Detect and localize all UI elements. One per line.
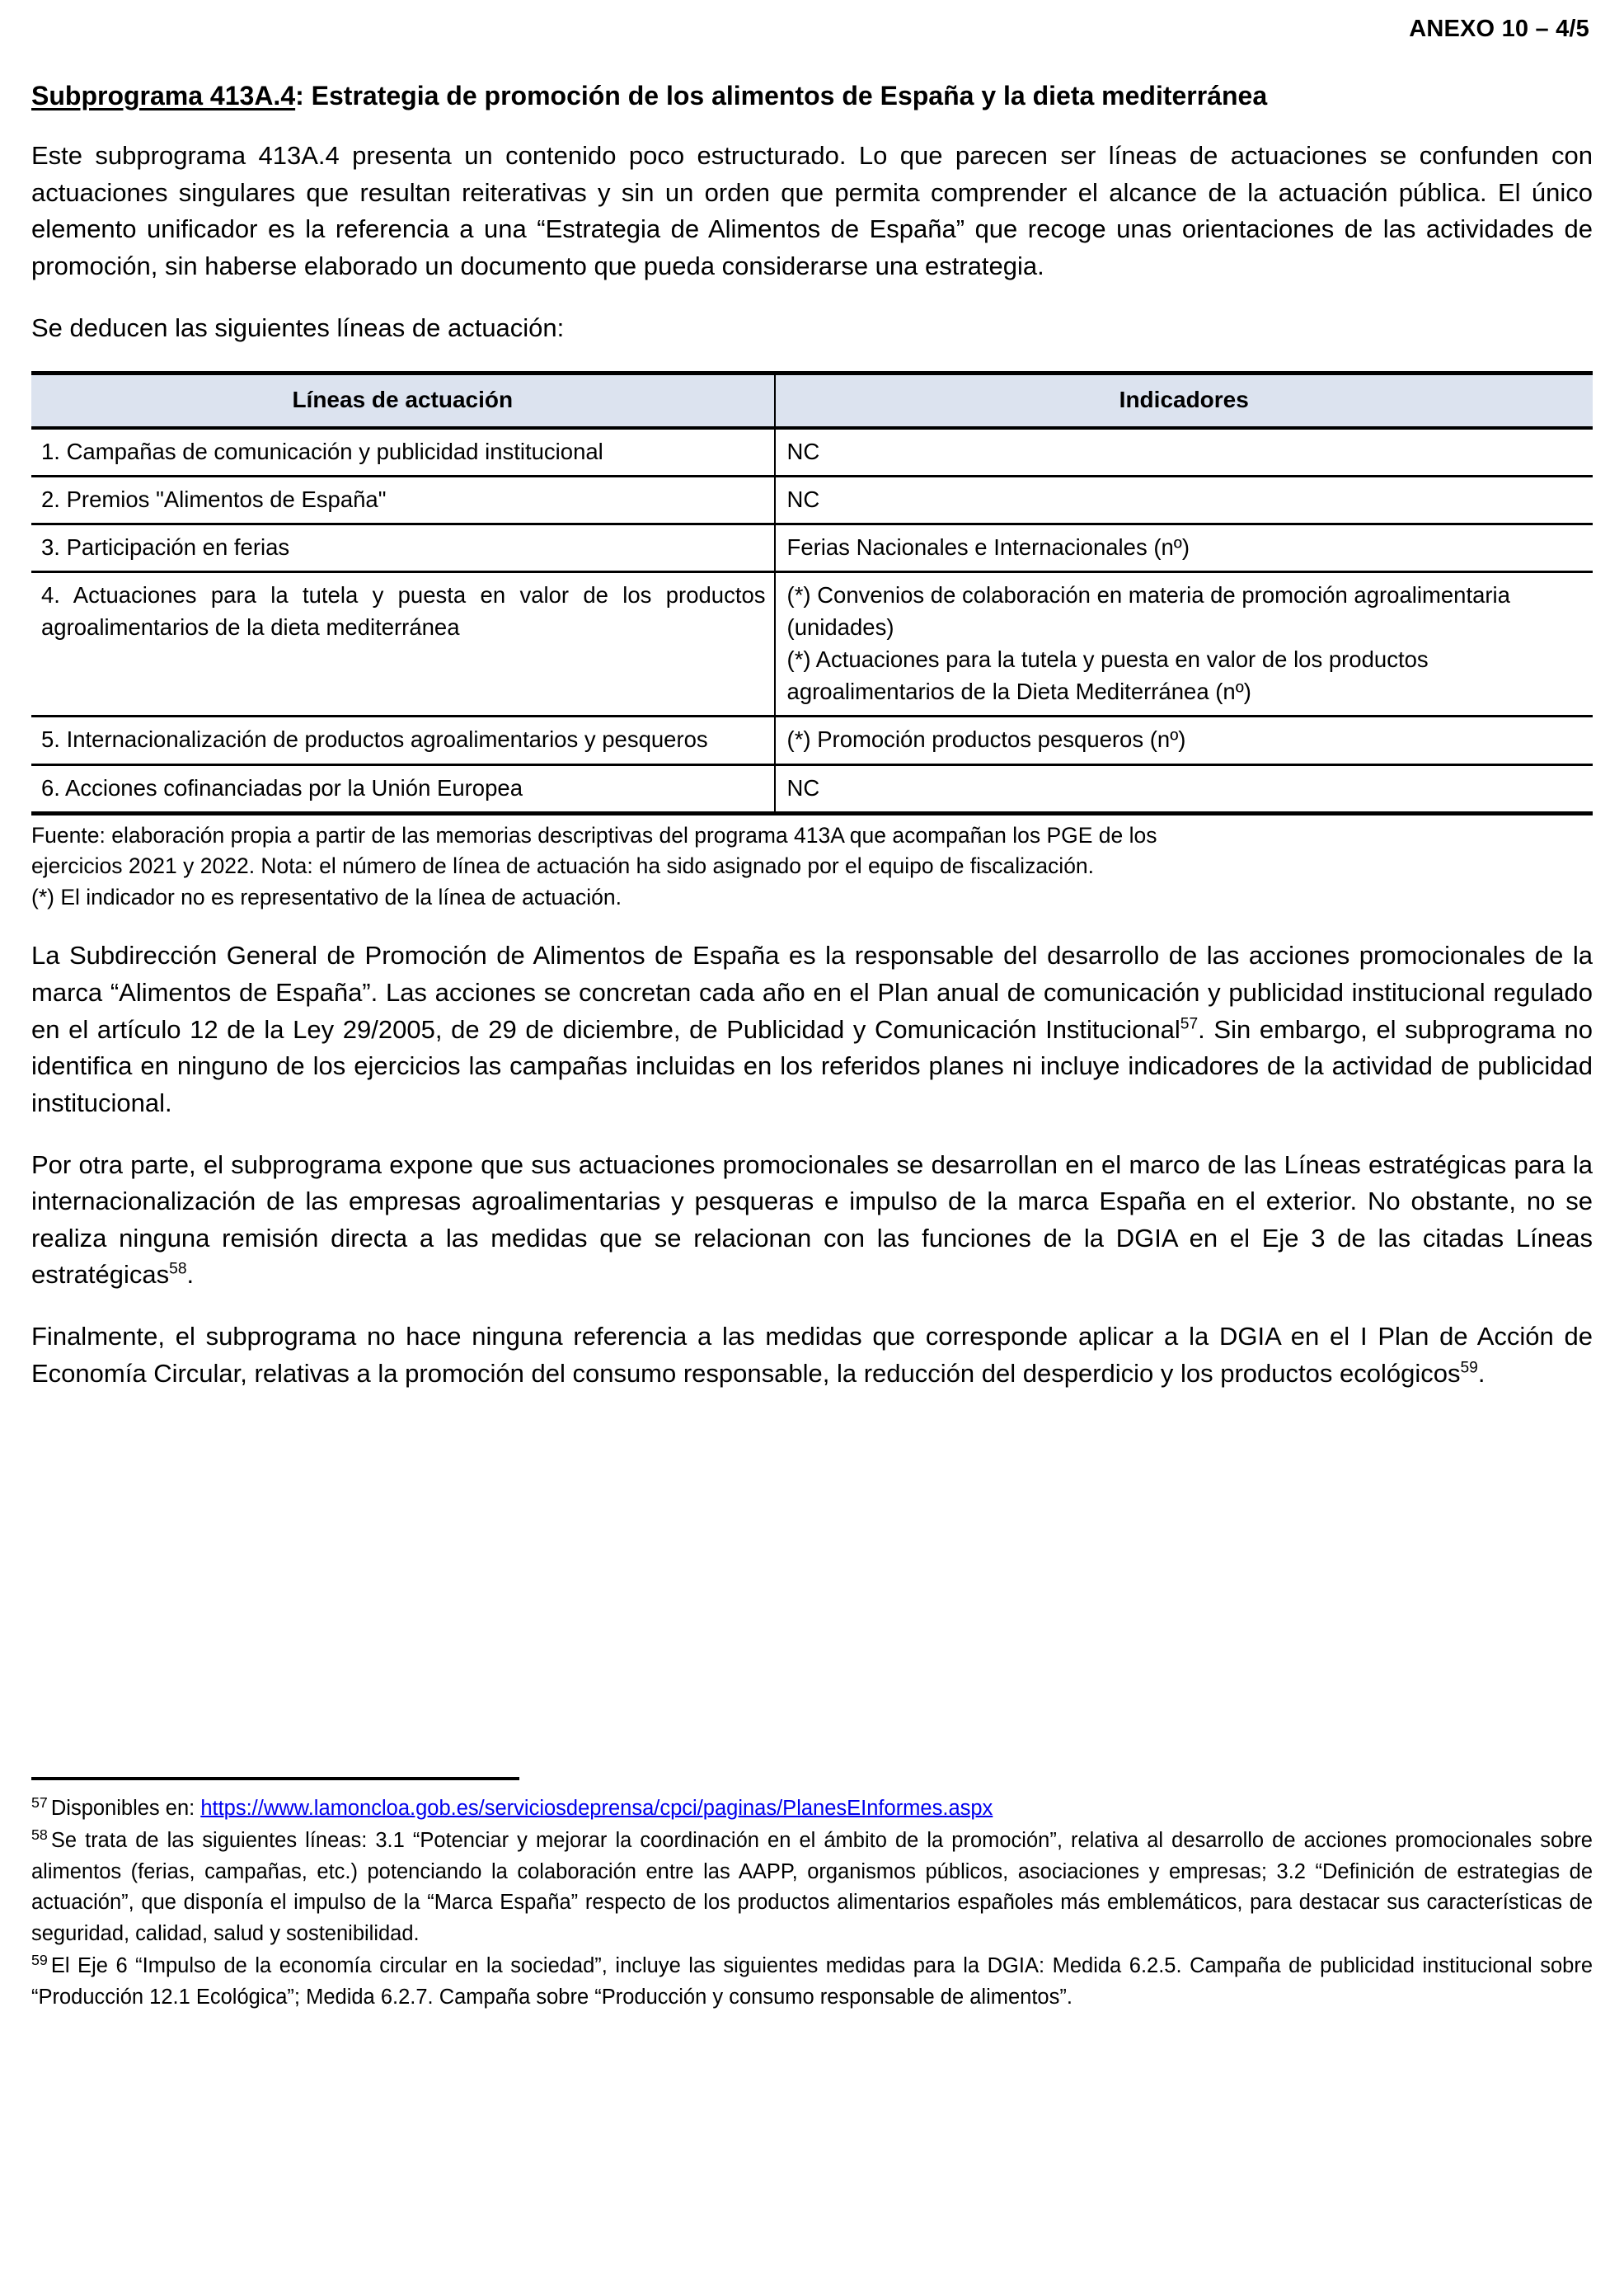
lineas-actuacion-table: [31, 371, 1593, 815]
paragraph-subdireccion-part-a: La Subdirección General de Promoción de Alimentos de España es la responsable del desarrollo de las acciones promocionales de la marca “Alimentos de España”. Las acciones se concretan cada año en el Plan anual de comunicación y publicidad institucional regulado en el artículo 12 de la Ley 29/2005, de 29 de diciembre, de Publicidad y Comunicación Institucional: [31, 941, 1593, 1044]
table-header-row: [31, 374, 1593, 429]
paragraph-lineas-estrategicas: [31, 1147, 1593, 1295]
section-title-underlined-part: Subprograma 413A.4: [31, 80, 296, 110]
paragraph-subdireccion: [31, 938, 1593, 1121]
table-header-lineas: Líneas de actuación: [31, 374, 775, 429]
paragraph-economia-circular-part-a: Finalmente, el subprograma no hace ninguna referencia a las medidas que corresponde aplicar a la DGIA en el I Plan de Acción de Economía Circular, relativas a la promoción del consumo responsable, la reducción del desperdicio y los productos ecológicos: [31, 1322, 1593, 1388]
table-cell-linea: 2. Premios "Alimentos de España": [31, 477, 775, 524]
table-cell-linea: 5. Internacionalización de productos agroalimentarios y pesqueros: [31, 717, 775, 764]
table-cell-indicador: Ferias Nacionales e Internacionales (nº): [775, 524, 1593, 572]
footnote-59: [31, 1951, 1593, 2013]
footnotes-section: [31, 1777, 1593, 2014]
section-title-rest: : Estrategia de promoción de los alimentos de España y la dieta mediterránea: [295, 80, 1268, 110]
source-note-line-1: Fuente: elaboración propia a partir de las memorias descriptivas del programa 413A que acompañan los PGE de los: [31, 822, 1157, 848]
table-row: [31, 572, 1593, 717]
paragraph-subdireccion-part-b: . Sin embargo, el subprograma no identifica en ninguno de los ejercicios las campañas incluidas en los referidos planes ni incluye indicadores de la actividad de publicidad institucional.: [31, 1014, 1593, 1117]
footnote-57: [31, 1793, 1593, 1824]
table-row: [31, 477, 1593, 524]
page-header: ANEXO 10 – 4/5: [1409, 16, 1589, 42]
paragraph-lineas-estrategicas-part-a: Por otra parte, el subprograma expone que sus actuaciones promocionales se desarrollan en el marco de las Líneas estratégicas para la internacionalización de las empresas agroalimentarias y pesqueras e impulso de la marca España en el exterior. No obstante, no se realiza ninguna remisión directa a las medidas que se relacionan con las funciones de la DGIA en el Eje 3 de las citadas Líneas estratégicas: [31, 1149, 1593, 1290]
table-row: [31, 428, 1593, 477]
footnote-link[interactable]: https://www.lamoncloa.gob.es/serviciosdeprensa/cpci/paginas/PlanesEInformes.aspx: [200, 1797, 993, 1820]
table-cell-linea: 3. Participación en ferias: [31, 524, 775, 572]
table-row: [31, 764, 1593, 813]
footnote-text: Se trata de las siguientes líneas: 3.1 “Potenciar y mejorar la coordinación en el ámbito de la promoción”, relativa al desarrollo de acciones promocionales sobre alimentos (ferias, campañas, etc.) potenciando la colaboración entre las AAPP, organismos públicos, asociaciones y empresas; 3.2 “Definición de estrategias de actuación”, que disponía el impulso de la “Marca España” respecto de los productos alimentarios españoles más emblemáticos, para destacar sus características de seguridad, calidad, salud y sostenibilidad.: [31, 1829, 1593, 1945]
footnote-ref-58[interactable]: 58: [169, 1261, 187, 1279]
paragraph-economia-circular: [31, 1318, 1593, 1392]
paragraph-lineas-estrategicas-part-b: .: [186, 1260, 195, 1290]
source-note-line-3: (*) El indicador no es representativo de la línea de actuación.: [31, 884, 622, 909]
table-row: [31, 717, 1593, 764]
footnote-58: [31, 1826, 1593, 1949]
table-cell-linea: 4. Actuaciones para la tutela y puesta en valor de los productos agroalimentarios de la dieta mediterránea: [31, 572, 775, 717]
table-cell-indicador: NC: [775, 428, 1593, 477]
table-cell-linea: 6. Acciones cofinanciadas por la Unión Europea: [31, 764, 775, 813]
table-row: [31, 524, 1593, 572]
footnote-marker: 57: [31, 1793, 48, 1811]
footnote-separator-rule: [31, 1777, 519, 1780]
footnote-marker: 59: [31, 1951, 48, 1968]
footnote-text: Disponibles en:: [50, 1797, 201, 1820]
source-note-line-2: ejercicios 2021 y 2022. Nota: el número de línea de actuación ha sido asignado por el equipo de fiscalización.: [31, 853, 1095, 879]
footnote-ref-59[interactable]: 59: [1460, 1359, 1478, 1377]
paragraph-economia-circular-part-b: .: [1477, 1358, 1486, 1388]
footnote-text: El Eje 6 “Impulso de la economía circular en la sociedad”, incluye las siguientes medidas para la DGIA: Medida 6.2.5. Campaña de publicidad institucional sobre “Producción 12.1 Ecológica”; Medida 6.2.7. Campaña sobre “Producción y consumo responsable de alimentos”.: [31, 1954, 1593, 2009]
table-cell-linea: 1. Campañas de comunicación y publicidad institucional: [31, 428, 775, 477]
table-cell-indicador: NC: [775, 764, 1593, 813]
footnote-ref-57[interactable]: 57: [1180, 1015, 1199, 1033]
paragraph-intro: Este subprograma 413A.4 presenta un contenido poco estructurado. Lo que parecen ser líneas de actuaciones se confunden con actuaciones singulares que resultan reiterativas y sin un orden que permita comprender el alcance de la actuación pública. El único elemento unificador es la referencia a una “Estrategia de Alimentos de España” que recoge unas orientaciones de las actividades de promoción, sin haberse elaborado un documento que pueda considerarse una estrategia.: [31, 141, 1593, 280]
table-cell-indicador: (*) Convenios de colaboración en materia de promoción agroalimentaria (unidades) (*) Actuaciones para la tutela y puesta en valor de los productos agroalimentarios de la Dieta Mediterránea (nº): [775, 572, 1593, 717]
table-cell-indicador: NC: [775, 477, 1593, 524]
table-source-note: [31, 820, 1593, 914]
footnote-marker: 58: [31, 1826, 48, 1843]
section-title: [31, 78, 1593, 113]
table-header-indicadores: Indicadores: [775, 374, 1593, 429]
table-cell-indicador: (*) Promoción productos pesqueros (nº): [775, 717, 1593, 764]
paragraph-lead-in: Se deducen las siguientes líneas de actuación:: [31, 313, 565, 342]
